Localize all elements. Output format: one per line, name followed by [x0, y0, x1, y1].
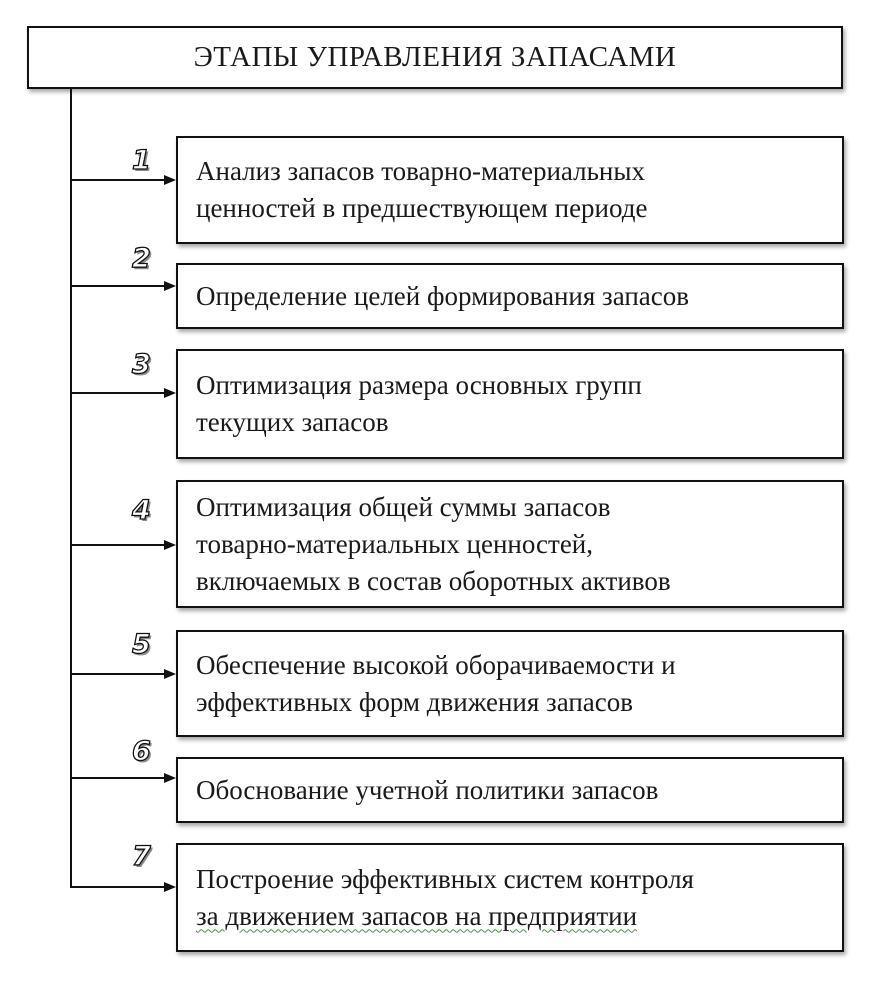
stage-3-line-1: Оптимизация размера основных групп [196, 370, 642, 400]
stage-box-1 [176, 136, 844, 244]
stage-1-line-1: Анализ запасов товарно-материальных [196, 156, 645, 186]
stage-6-line-1: Обоснование учетной политики запасов [196, 774, 659, 805]
stage-arrow-5 [70, 667, 176, 681]
stage-2-line-1: Определение целей формирования запасов [196, 280, 690, 311]
stage-number-4: 4 [132, 495, 151, 526]
diagram-title: ЭТАПЫ УПРАВЛЕНИЯ ЗАПАСАМИ [27, 26, 843, 89]
stage-1-line-2: ценностей в предшествующем периоде [196, 193, 648, 223]
stage-box-4 [176, 480, 844, 608]
stage-number-2: 2 [132, 243, 151, 274]
stage-7-line-1 [196, 861, 824, 898]
stage-4-line-3: включаемых в состав оборотных активов [196, 565, 671, 596]
stage-5-line-2: эффективных форм движения запасов [196, 686, 634, 717]
stage-box-5 [176, 630, 844, 737]
stage-number-3: 3 [132, 349, 151, 380]
stage-number-1: 1 [132, 145, 151, 176]
stage-box-7 [176, 843, 844, 952]
stage-7-line-2 [196, 898, 824, 935]
stage-7-line-1-text: Построение эффективных систем контроля [196, 863, 694, 894]
stage-arrow-7 [70, 880, 176, 894]
stage-5-line-1: Обеспечение высокой оборачиваемости и [196, 649, 676, 680]
stage-arrow-2 [70, 279, 176, 293]
stage-number-7: 7 [132, 841, 151, 872]
stage-3-line-2: текущих запасов [196, 407, 389, 437]
connector-spine [70, 89, 72, 887]
stage-arrow-3 [70, 386, 176, 400]
stage-arrow-6 [70, 771, 176, 785]
stage-7-line-2-text: за движением запасов на предприятии [196, 900, 638, 931]
stage-4-line-1: Оптимизация общей суммы запасов [196, 491, 611, 522]
stage-4-line-2: товарно-материальных ценностей, [196, 528, 593, 559]
stage-box-3 [176, 349, 844, 459]
stage-box-2 [176, 263, 844, 329]
stage-number-6: 6 [132, 736, 151, 767]
stage-number-5: 5 [132, 629, 151, 660]
stage-arrow-4 [70, 538, 176, 552]
stage-box-6 [176, 757, 844, 823]
stage-arrow-1 [70, 173, 176, 187]
